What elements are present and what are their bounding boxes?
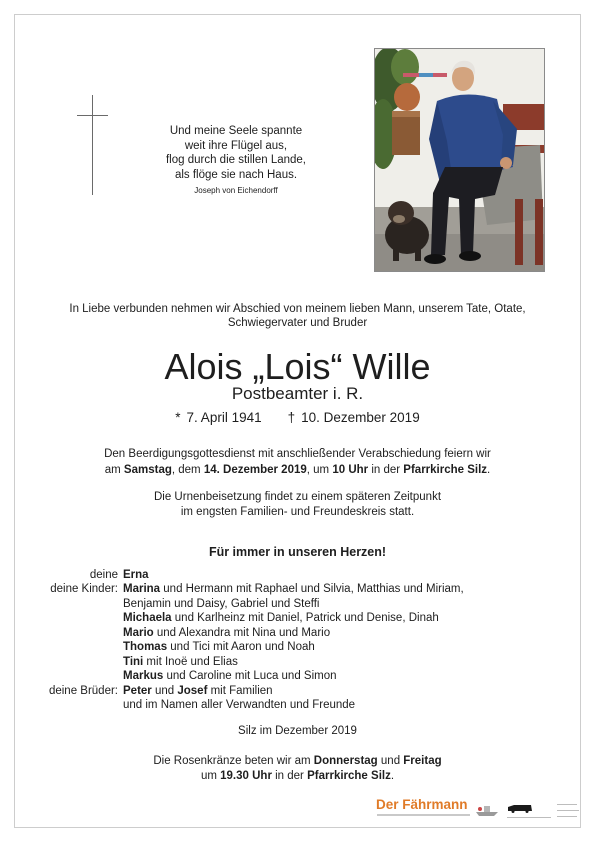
funeral-line: Den Beerdigungsgottesdienst mit anschließender Verabschiedung feiern wir: [104, 448, 491, 460]
text-segment: und Caroline mit Luca und Simon: [163, 670, 337, 683]
family-names: [123, 568, 149, 582]
urn-line: im engsten Familien- und Freundeskreis statt.: [180, 506, 415, 519]
hearse-icon: [507, 804, 533, 813]
family-names: [123, 669, 337, 683]
family-names: [123, 582, 464, 596]
deceased-name: Alois „Lois“ Wille: [164, 346, 431, 387]
intro-line: Schwiegervater und Bruder: [227, 317, 368, 329]
text-segment: , dem: [171, 463, 204, 476]
rosary-day: Freitag: [403, 755, 442, 767]
contact-info-line: [557, 810, 579, 811]
family-name: Markus: [123, 670, 164, 683]
poem-line: flog durch die stillen Lande,: [165, 154, 306, 167]
birth-date-group: [175, 409, 261, 427]
funeral-info: [0, 447, 595, 478]
family-label: [30, 611, 118, 625]
poem-line: als flöge sie nach Haus.: [174, 169, 298, 182]
death-date-group: [288, 409, 420, 427]
portrait-photo: [374, 48, 545, 272]
family-label: [30, 669, 118, 683]
text-segment: in der: [271, 770, 308, 783]
family-row: [30, 684, 464, 698]
family-name: Marina: [123, 583, 161, 596]
family-label: [30, 640, 118, 654]
birth-date: 7. April 1941: [186, 410, 262, 425]
deceased-title: Postbeamter i. R.: [231, 384, 364, 403]
family-row: [30, 568, 464, 582]
text-segment: und Hermann mit Raphael und Silvia, Matthias und Miriam,: [160, 583, 464, 596]
funeral-date: 14. Dezember 2019: [203, 463, 307, 476]
family-names: [123, 640, 315, 654]
ferry-icon: [474, 803, 500, 817]
family-names: [123, 626, 330, 640]
text-segment: , um: [306, 463, 333, 476]
family-row: [30, 655, 464, 669]
funeral-time: 10 Uhr: [332, 463, 369, 476]
family-name: Tini: [123, 655, 144, 668]
text-segment: und im Namen aller Verwandten und Freunde: [123, 699, 356, 712]
text-segment: .: [487, 463, 491, 476]
family-label: [30, 597, 118, 611]
intro-line: In Liebe verbunden nehmen wir Abschied von meinem lieben Mann, unserem Tate, Otate,: [69, 303, 526, 315]
family-row: [30, 640, 464, 654]
family-label: [30, 626, 118, 640]
urn-line: Die Urnenbeisetzung findet zu einem späteren Zeitpunkt: [153, 491, 442, 503]
rosary-location: Pfarrkirche Silz: [307, 770, 391, 783]
text-segment: Die Rosenkränze beten wir am: [153, 755, 314, 767]
family-row: [30, 626, 464, 640]
text-segment: und: [377, 755, 404, 767]
place-date: Silz im Dezember 2019: [238, 725, 357, 737]
rosary-line: [0, 769, 595, 784]
family-name: Mario: [123, 626, 154, 639]
family-name: Thomas: [123, 641, 168, 654]
family-row: [30, 698, 464, 712]
family-names: [123, 597, 319, 611]
text-segment: mit Inoë und Elias: [143, 655, 238, 668]
text-segment: um: [200, 770, 221, 783]
poem-line: Und meine Seele spannte: [169, 125, 303, 137]
poem: [136, 124, 336, 183]
family-row: [30, 669, 464, 683]
funeral-location: Pfarrkirche Silz: [403, 463, 488, 476]
family-names: [123, 655, 238, 669]
family-row: [30, 597, 464, 611]
text-segment: am: [104, 463, 124, 476]
family-label: deine Brüder:: [48, 684, 118, 697]
text-segment: und: [151, 684, 178, 697]
contact-info-line: [557, 804, 577, 805]
text-segment: .: [390, 770, 395, 783]
family-label: deine Kinder:: [50, 583, 118, 596]
poem-line: weit ihre Flügel aus,: [184, 139, 288, 152]
family-name: Josef: [177, 684, 208, 697]
text-segment: mit Familien: [207, 684, 273, 697]
rosary-day: Donnerstag: [313, 755, 378, 767]
death-symbol: †: [287, 410, 296, 425]
rosary-time: 19.30 Uhr: [220, 770, 272, 783]
family-heading: Für immer in unseren Herzen!: [208, 545, 387, 559]
family-label: deine: [89, 569, 118, 581]
contact-info-line: [557, 816, 577, 817]
family-row: [30, 611, 464, 625]
poem-author: Joseph von Eichendorff: [194, 186, 278, 195]
text-segment: Benjamin und Daisy, Gabriel und Steffi: [123, 597, 320, 610]
family-name: Peter: [123, 684, 152, 697]
death-date: 10. Dezember 2019: [301, 410, 420, 425]
undertaker-logo-tagline: [377, 814, 470, 816]
rosary-info: [0, 754, 595, 784]
family-row: [30, 582, 464, 596]
family-list: [30, 568, 464, 713]
family-label: [30, 698, 118, 712]
undertaker-logo: Der Fährmann: [376, 797, 468, 812]
family-label: [30, 655, 118, 669]
family-name: Michaela: [123, 612, 172, 625]
family-names: [123, 698, 355, 712]
text-segment: und Karlheinz mit Daniel, Patrick und Denise, Dinah: [171, 612, 439, 625]
text-segment: in der: [368, 463, 404, 476]
funeral-day: Samstag: [123, 463, 172, 476]
cross-icon: [92, 95, 93, 195]
birth-symbol: *: [175, 410, 181, 425]
funeral-line: [0, 463, 595, 479]
family-name: Erna: [123, 569, 149, 581]
rosary-line: [0, 754, 595, 769]
urn-info: [0, 490, 595, 521]
family-names: [123, 611, 439, 625]
text-segment: und Tici mit Aaron und Noah: [167, 641, 315, 654]
intro-text: [0, 302, 595, 330]
family-names: [123, 684, 273, 698]
text-segment: und Alexandra mit Nina und Mario: [153, 626, 331, 639]
life-dates: [0, 409, 595, 427]
contact-info-line: [507, 817, 551, 818]
cross-icon-bar: [77, 115, 108, 116]
